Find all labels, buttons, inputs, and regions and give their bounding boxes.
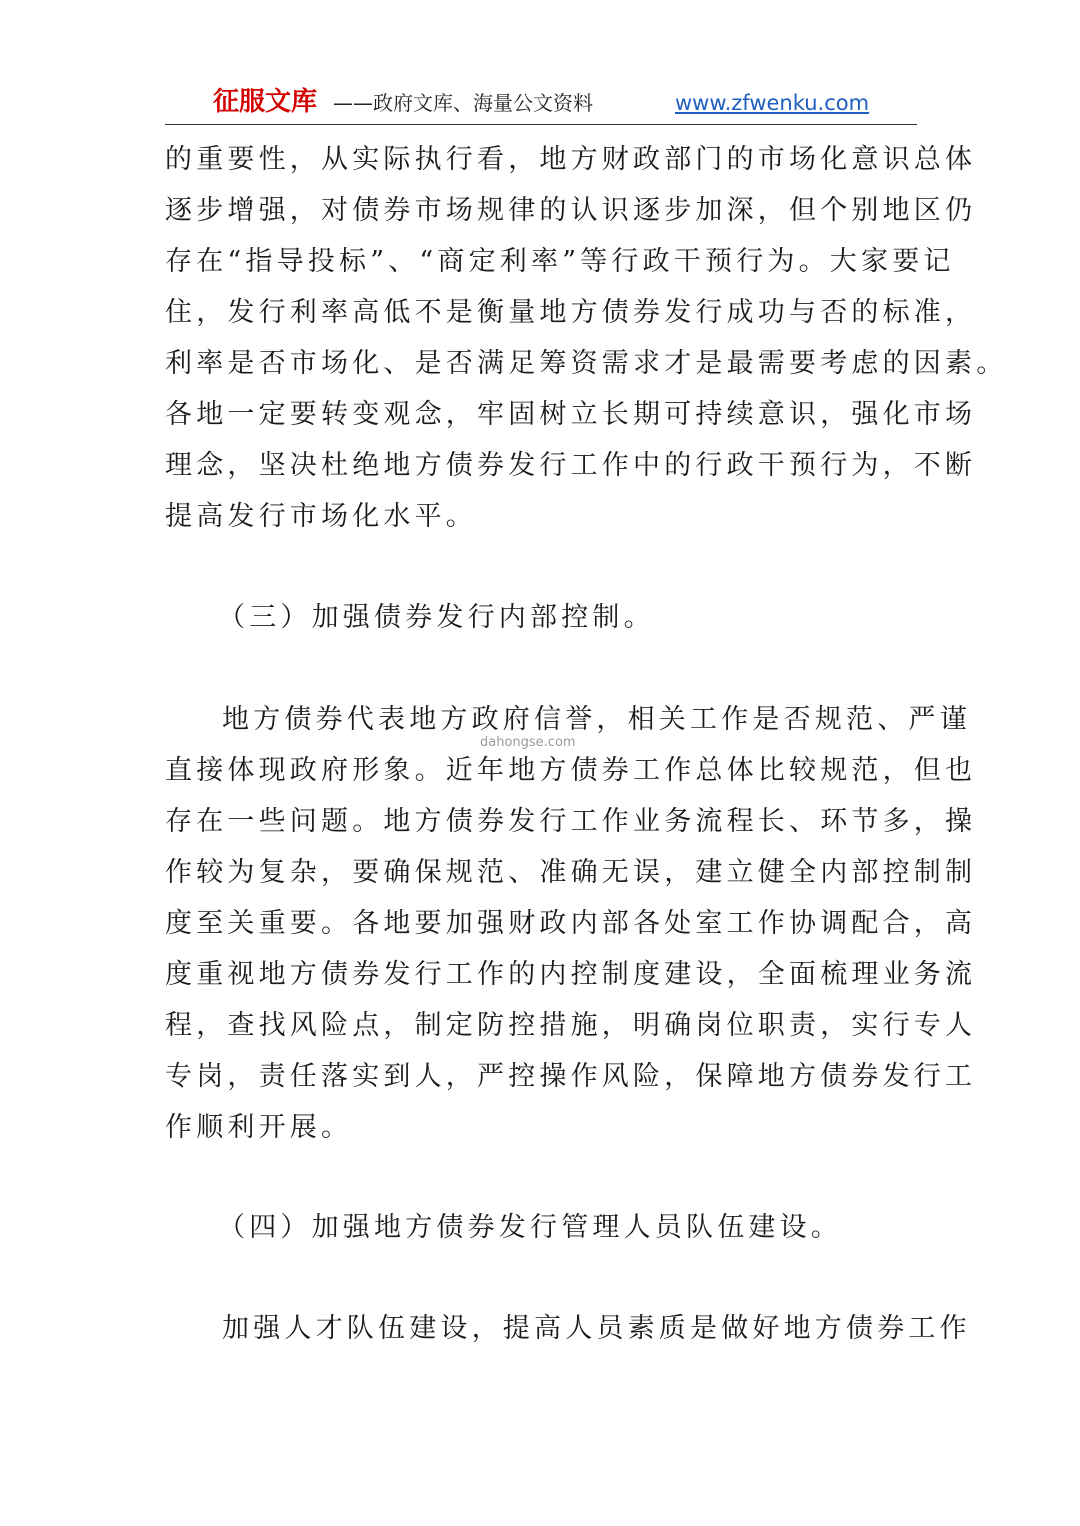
text-line: 各地一定要转变观念，牢固树立长期可持续意识，强化市场	[165, 399, 977, 430]
text-line: 逐步增强，对债券市场规律的认识逐步加深，但个别地区仍	[165, 195, 977, 226]
section-heading: （四）加强地方债券发行管理人员队伍建设。	[218, 1212, 842, 1243]
text-line: 作顺利开展。	[165, 1112, 353, 1143]
brand-logo: 征服文库	[213, 87, 318, 117]
text-line: 直接体现政府形象。近年地方债券工作总体比较规范，但也	[165, 755, 977, 786]
text-line: 利率是否市场化、是否满足筹资需求才是最需要考虑的因素。	[165, 348, 1008, 379]
text-line: 存在“指导投标”、“商定利率”等行政干预行为。大家要记	[165, 246, 955, 277]
text-line: 提高发行市场化水平。	[165, 501, 477, 532]
page-header	[165, 84, 917, 125]
text-line: 专岗，责任落实到人，严控操作风险，保障地方债券发行工	[165, 1061, 977, 1092]
watermark: dahongse.com	[480, 735, 576, 750]
section-heading: （三）加强债券发行内部控制。	[218, 602, 655, 633]
text-line: 的重要性，从实际执行看，地方财政部门的市场化意识总体	[165, 144, 977, 175]
header-url-link[interactable]: www.zfwenku.com	[675, 91, 870, 115]
text-line: 度至关重要。各地要加强财政内部各处室工作协调配合，高	[165, 908, 977, 939]
text-line: 程，查找风险点，制定防控措施，明确岗位职责，实行专人	[165, 1010, 977, 1041]
text-line: 加强人才队伍建设，提高人员素质是做好地方债券工作	[222, 1313, 971, 1344]
text-line: 存在一些问题。地方债券发行工作业务流程长、环节多，操	[165, 806, 977, 837]
text-line: 度重视地方债券发行工作的内控制度建设，全面梳理业务流	[165, 959, 977, 990]
text-line: 住，发行利率高低不是衡量地方债券发行成功与否的标准，	[165, 297, 977, 328]
text-line: 地方债券代表地方政府信誉，相关工作是否规范、严谨	[222, 704, 971, 735]
text-line: 理念，坚决杜绝地方债券发行工作中的行政干预行为，不断	[165, 450, 977, 481]
header-tagline: ——政府文库、海量公文资料	[333, 91, 593, 115]
text-line: 作较为复杂，要确保规范、准确无误，建立健全内部控制制	[165, 857, 977, 888]
